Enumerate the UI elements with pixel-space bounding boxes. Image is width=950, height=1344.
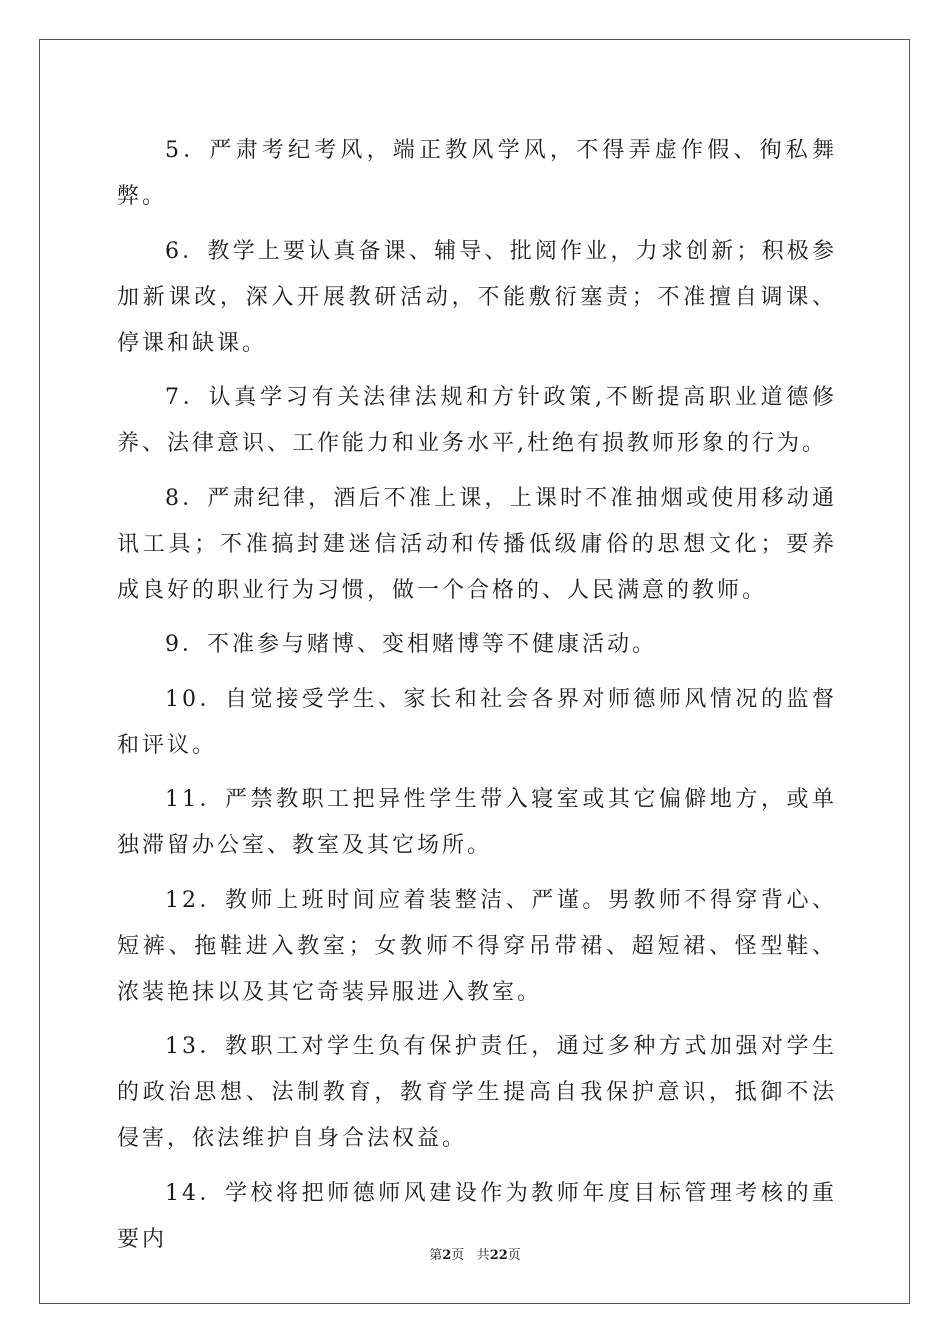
footer-page-prefix: 第 — [429, 1248, 443, 1263]
document-body — [117, 128, 837, 1271]
footer-total-prefix: 共 — [476, 1248, 490, 1263]
footer-total-suffix: 页 — [507, 1248, 521, 1263]
paragraph-item-14: 14．学校将把师德师风建设作为教师年度目标管理考核的重要内 — [117, 1180, 837, 1252]
paragraph-item-6: 6．教学上要认真备课、辅导、批阅作业，力求创新；积极参加新课改，深入开展教研活动，不能敷衍塞责；不准擅自调课、停课和缺课。 — [117, 238, 837, 356]
footer-page-suffix: 页 — [451, 1248, 465, 1263]
paragraph-item-12: 12．教师上班时间应着装整洁、严谨。男教师不得穿背心、短裤、拖鞋进入教室；女教师不得穿吊带裙、超短裙、怪型鞋、浓装艳抹以及其它奇装异服进入教室。 — [117, 887, 837, 1005]
paragraph-item-8: 8．严肃纪律，酒后不准上课，上课时不准抽烟或使用移动通讯工具；不准搞封建迷信活动和传播低级庸俗的思想文化；要养成良好的职业行为习惯，做一个合格的、人民满意的教师。 — [117, 485, 837, 603]
paragraph-item-9: 9．不准参与赌博、变相赌博等不健康活动。 — [165, 632, 657, 657]
paragraph-item-11: 11．严禁教职工把异性学生带入寝室或其它偏僻地方，或单独滞留办公室、教室及其它场所。 — [117, 787, 837, 858]
footer-total-pages: 22 — [489, 1248, 508, 1263]
paragraph-item-7: 7．认真学习有关法律法规和方针政策,不断提高职业道德修养、法律意识、工作能力和业务水平,杜绝有损教师形象的行为。 — [117, 385, 837, 456]
footer-current-page: 2 — [442, 1248, 452, 1263]
paragraph-item-5: 5．严肃考纪考风，端正教风学风，不得弄虚作假、徇私舞弊。 — [117, 138, 837, 209]
paragraph-item-10: 10．自觉接受学生、家长和社会各界对师德师风情况的监督和评议。 — [117, 686, 837, 758]
page-footer — [0, 1248, 950, 1264]
paragraph-item-13: 13．教职工对学生负有保护责任，通过多种方式加强对学生的政治思想、法制教育，教育学生提高自我保护意识，抵御不法侵害，依法维护自身合法权益。 — [117, 1034, 837, 1151]
